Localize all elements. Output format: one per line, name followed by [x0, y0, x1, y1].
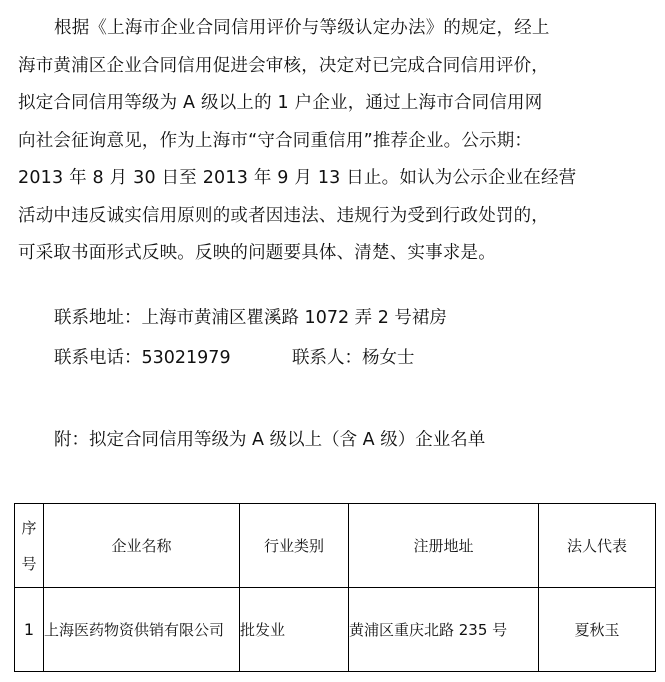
paragraph-line: 海市黄浦区企业合同信用促进会审核，决定对已完成合同信用评价， [18, 55, 549, 76]
cell-industry: 批发业 [240, 588, 349, 672]
contact-person: 联系人：杨女士 [292, 348, 415, 368]
paragraph-line: 拟定合同信用等级为 A 级以上的 1 户企业，通过上海市合同信用网 [18, 93, 543, 113]
header-legal-representative: 法人代表 [539, 504, 656, 588]
table-row [15, 588, 656, 672]
cell-registered-address: 黄浦区重庆北路 235 号 [349, 588, 539, 672]
contact-phone-line [54, 346, 415, 370]
paragraph-line: 活动中违反诚实信用原则的或者因违法、违规行为受到行政处罚的， [18, 205, 549, 226]
table-header-row [15, 504, 656, 588]
header-industry: 行业类别 [240, 504, 349, 588]
cell-serial-number: 1 [15, 588, 44, 672]
header-serial-number [15, 504, 44, 588]
paragraph-line: 根据《上海市企业合同信用评价与等级认定办法》的规定，经上 [54, 18, 550, 38]
header-serial-line: 号 [21, 554, 37, 573]
notice-paragraph [18, 10, 648, 273]
company-table [14, 503, 656, 672]
paragraph-line: 向社会征询意见，作为上海市“守合同重信用”推荐企业。公示期： [18, 130, 533, 151]
cell-company-name: 上海医药物资供销有限公司 [44, 588, 240, 672]
cell-legal-representative: 夏秋玉 [539, 588, 656, 672]
paragraph-line: 可采取书面形式反映。反映的问题要具体、清楚、实事求是。 [18, 243, 496, 263]
header-registered-address: 注册地址 [349, 504, 539, 588]
contact-phone: 联系电话：53021979 [54, 348, 231, 368]
attachment-heading: 附：拟定合同信用等级为 A 级以上（含 A 级）企业名单 [54, 430, 486, 450]
paragraph-line: 2013 年 8 月 30 日至 2013 年 9 月 13 日止。如认为公示企业在经营 [18, 168, 577, 188]
header-company-name: 企业名称 [44, 504, 240, 588]
contact-address: 联系地址：上海市黄浦区瞿溪路 1072 弄 2 号裙房 [54, 308, 447, 328]
header-serial-line: 序 [21, 518, 37, 537]
